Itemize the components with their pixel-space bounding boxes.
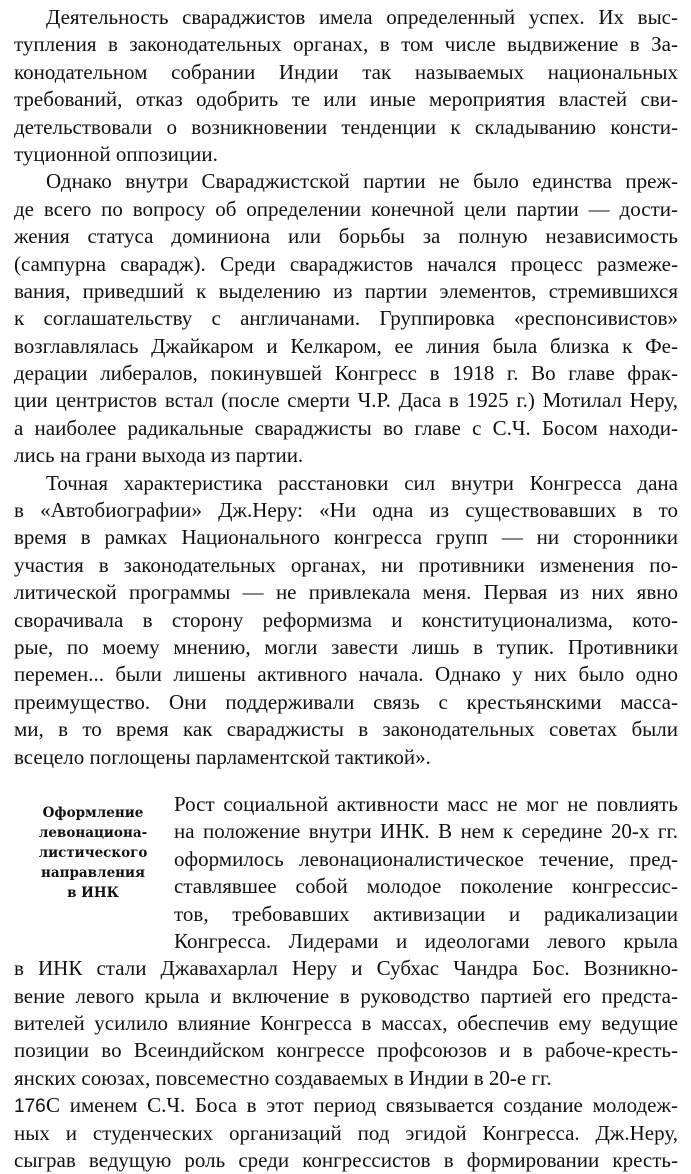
text-line: литической программы — не привлекала меня. Первая из них явно: [14, 580, 678, 605]
text-line: янских союзах, повсеместно создаваемых в Индии в 20-е гг.: [14, 1065, 552, 1090]
text-line: тупления в законодательных органах, в том числе выдвижение в За-: [14, 32, 678, 57]
margin-heading: [24, 803, 162, 903]
text-line: на положение внутри ИНК. В нем к середине 20-х гг.: [174, 819, 678, 844]
margin-heading-line: направления: [40, 864, 146, 881]
text-line: в «Автобиографии» Дж.Неру: «Ни одна из существовавших в то: [14, 498, 678, 523]
text-line: Конгресса. Лидерами и идеологами левого крыла: [174, 928, 678, 953]
text-line: тов, требовавших активизации и радикализации: [174, 901, 678, 926]
paragraph-5: [14, 1092, 678, 1174]
section-left-wing: [14, 791, 678, 1092]
text-line: вение левого крыла и включение в руководство партией его предста-: [14, 983, 678, 1008]
text-line: ции центристов встал (после смерти Ч.Р. Даса в 1925 г.) Мотилал Неру,: [14, 388, 678, 413]
text-line: позиции во Всеиндийском конгрессе профсоюзов и в рабоче-кресть-: [14, 1038, 678, 1063]
text-line: возглавлялась Джайкаром и Келкаром, ее линия была близка к Фе-: [14, 333, 678, 358]
text-line: жения статуса доминиона или борьбы за полную независимость: [14, 224, 678, 249]
text-line: детельствовали о возникновении тенденции к складыванию консти-: [14, 114, 678, 139]
margin-heading-line: Оформление: [42, 804, 144, 821]
margin-heading-line: в ИНК: [67, 884, 119, 901]
text-line: Точная характеристика расстановки сил внутри Конгресса дана: [46, 470, 678, 495]
text-line: (сампурна сварадж). Среди свараджистов начался процесс размеже-: [14, 251, 678, 276]
text-line: дерации либералов, покинувшей Конгресс в 1918 г. Во главе фрак-: [14, 361, 678, 386]
text-line: сыграв ведущую роль среди конгрессистов в формировании кресть-: [14, 1148, 678, 1173]
text-line: конодательном собрании Индии так называемых национальных: [14, 59, 678, 84]
text-line: преимущество. Они поддерживали связь с крестьянскими масса-: [14, 689, 678, 714]
text-line: оформилось левонационалистическое течение, пред-: [174, 846, 678, 871]
text-line: к соглашательству с англичанами. Группировка «респонсивистов»: [14, 306, 678, 331]
text-line: в ИНК стали Джавахарлал Неру и Субхас Чандра Бос. Возникно-: [14, 956, 678, 981]
full-text-block: [14, 955, 678, 1092]
text-line: участия в законодательных органах, ни противники изменения по-: [14, 552, 678, 577]
text-line: Рост социальной активности масс не мог не повлиять: [174, 791, 678, 816]
text-line: ставлявшее собой молодое поколение конгрессис-: [174, 874, 678, 899]
text-line: а наиболее радикальные свараджисты во главе с С.Ч. Босом находи-: [14, 415, 678, 440]
margin-heading-line: левонациона-: [38, 824, 148, 841]
text-line: ми, в то время как свараджисты в законодательных советах были: [14, 717, 678, 742]
text-line: Деятельность свараджистов имела определенный успех. Их выс-: [46, 5, 678, 29]
paragraph-3: [14, 470, 678, 771]
narrow-text-block: [174, 791, 678, 955]
text-line: требований, отказ одобрить те или иные мероприятия властей сви-: [14, 87, 678, 112]
text-line: вителей усилило влияние Конгресса в массах, обеспечив ему ведущие: [14, 1011, 678, 1036]
text-line: ных и студенческих организаций под эгидой Конгресса. Дж.Неру,: [14, 1120, 678, 1145]
text-line: время в рамках Национального конгресса групп — ни сторонники: [14, 525, 678, 550]
text-line: вания, приведший к выделению из партии элементов, стремившихся: [14, 278, 678, 303]
text-line: лись на грани выхода из партии.: [14, 443, 304, 468]
paragraph-2: [14, 168, 678, 469]
text-line: Однако внутри Свараджистской партии не было единства преж-: [46, 169, 678, 194]
text-line: туционной оппозиции.: [14, 141, 218, 166]
section-gap: [14, 771, 678, 791]
text-line: рые, по моему мнению, могли завести лишь в тупик. Противники: [14, 634, 678, 659]
paragraph-1: [14, 4, 678, 168]
text-line: всецело поглощены парламентской тактикой».: [14, 744, 431, 769]
text-line: сворачивала в сторону реформизма и конституционализма, кото-: [14, 607, 678, 632]
margin-heading-line: листического: [38, 844, 148, 861]
page-number: 176: [14, 1096, 46, 1117]
text-line: де всего по вопросу об определении конечной цели партии — дости-: [14, 196, 678, 221]
text-line: С именем С.Ч. Боса в этот период связывается создание молодеж-: [46, 1093, 678, 1118]
page-body: [14, 4, 678, 1174]
text-line: перемен... были лишены активного начала. Однако у них было одно: [14, 662, 678, 687]
